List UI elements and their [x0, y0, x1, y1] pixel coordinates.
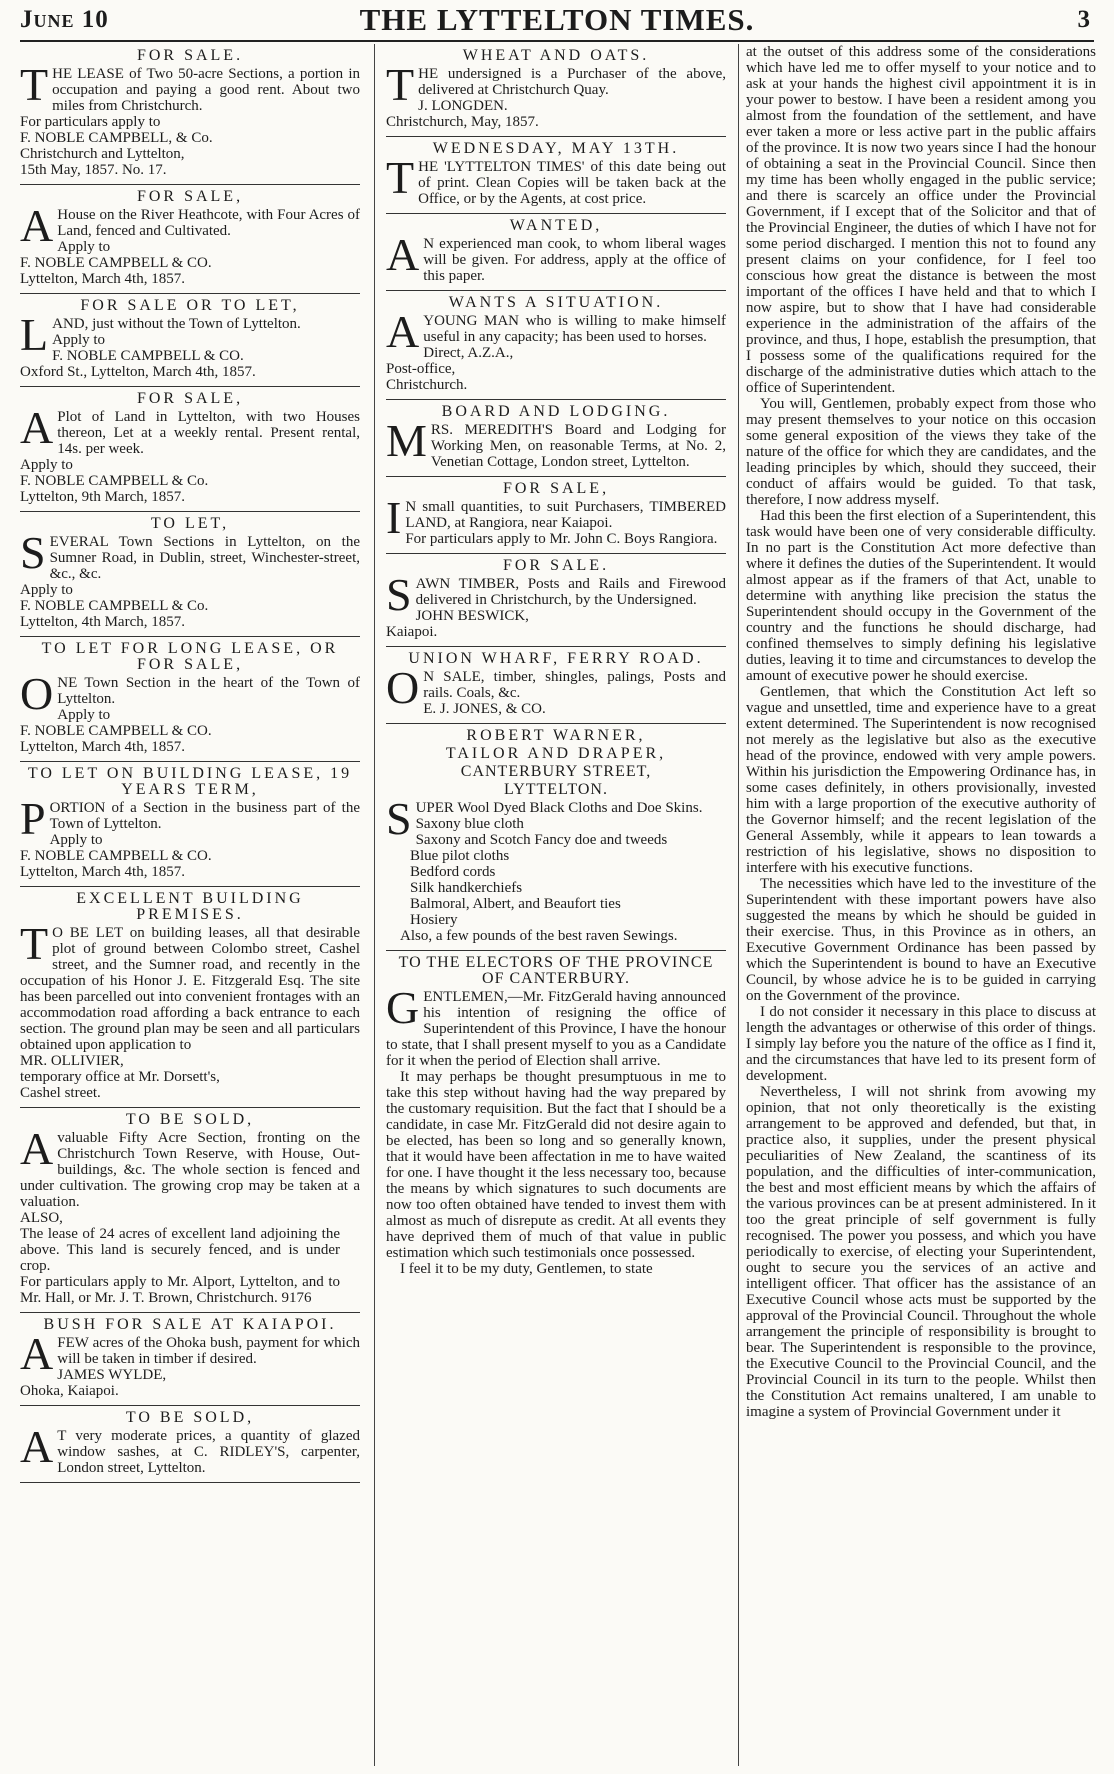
ad-body: N SALE, timber, shingles, palings, Posts and rails. Coals, &c. [423, 669, 726, 701]
list-item: Saxony and Scotch Fancy doe and tweeds [415, 832, 668, 848]
ad-line: Apply to [52, 332, 106, 348]
ad-line: JAMES WYLDE, [57, 1367, 167, 1383]
ad-heading: TO LET FOR LONG LEASE, OR FOR SALE, [41, 640, 339, 673]
article-paragraph: I do not consider it necessary in this place to discuss at length the advantages or otherwise of this order of things. I simply lay before you the nature of the office as I find it, and the circumstances that have led to its present form of development. [746, 1004, 1096, 1084]
ad-body: N small quantities, to suit Purchasers, TIMBERED LAND, at Rangiora, near Kaiapoi. [405, 499, 726, 531]
ad-line: Apply to [20, 582, 73, 598]
drop-cap: M [386, 415, 427, 466]
column-3 [746, 44, 1096, 1766]
ad-line: Kaiapoi. [386, 624, 438, 640]
list-item: Hosiery [410, 912, 458, 928]
ad-line: Direct, A.Z.A., [423, 345, 514, 361]
drop-cap: I [386, 492, 402, 543]
advertisement [386, 291, 726, 400]
advertisement [20, 1406, 360, 1483]
drop-cap: T [20, 918, 49, 969]
ad-heading: WHEAT AND OATS. [462, 47, 650, 64]
advertisement [20, 44, 360, 185]
drop-cap: S [20, 527, 46, 578]
ad-line: temporary office at Mr. Dorsett's, [20, 1069, 220, 1085]
electors-address [386, 951, 726, 1283]
list-item: Balmoral, Albert, and Beaufort ties [410, 896, 621, 912]
ad-body: YOUNG MAN who is willing to make himself useful in any capacity; has been used to horses. [423, 313, 726, 345]
ad-line: For particulars apply to Mr. John C. Boys Rangiora. [405, 531, 718, 547]
column-1 [20, 44, 360, 1766]
ad-line: For particulars apply to Mr. Alport, Lyttelton, and to Mr. Hall, or Mr. J. T. Brown, Christchurch. 9176 [20, 1274, 340, 1306]
ad-heading: TO BE SOLD, [125, 1409, 255, 1426]
ad-line: E. J. JONES, & CO. [423, 701, 546, 717]
ad-body: HE 'LYTTELTON TIMES' of this date being out of print. Clean Copies will be taken back at the Office, or by the Agents, at cost price. [418, 159, 726, 207]
advertisement [386, 647, 726, 724]
ad-body: RS. MEREDITH'S Board and Lodging for Working Men, on reasonable Terms, at No. 2, Venetian Cottage, London street, Lyttelton. [430, 422, 726, 470]
ad-body: FEW acres of the Ohoka bush, payment for which will be taken in timber if desired. [57, 1335, 360, 1367]
ad-body: AWN TIMBER, Posts and Rails and Firewood delivered in Christchurch, by the Undersigned. [415, 576, 726, 608]
ad-heading: FOR SALE, [502, 480, 610, 497]
ad-line: MR. OLLIVIER, [20, 1053, 124, 1069]
ad-heading: UNION WHARF, FERRY ROAD. [408, 650, 704, 667]
ad-line: Christchurch, May, 1857. [386, 114, 539, 130]
ad-paragraph [386, 229, 726, 284]
article-paragraph: Gentlemen, that which the Constitution Act left so vague and unsettled, time and experience have to a great extent determined. The Superintendent is now recognised not merely as the legislative but also as the executive head of the province, endowed with very ample powers. Within his jurisdiction the Empowering Ordinance has, in some cases definitely, in others provisionally, invested him with a large proportion of the executive authority of the Governor himself; and the recent legislation of the General Assembly, while it appears to lean towards a restriction of his legislative, shows no disposition to interfere with his executive functions. [746, 684, 1096, 876]
drop-cap: S [386, 569, 412, 620]
drop-cap: L [20, 309, 49, 360]
advertisement [386, 477, 726, 554]
drop-cap: A [20, 1328, 54, 1379]
item-list [386, 816, 726, 928]
advertisement [386, 400, 726, 477]
ad-heading: FOR SALE. [502, 557, 610, 574]
advertisement-robert-warner [386, 724, 726, 951]
drop-cap: T [386, 152, 415, 203]
ad-heading: TO LET ON BUILDING LEASE, 19 YEARS TERM, [27, 765, 353, 798]
drop-cap: G [386, 982, 420, 1033]
ad-line: Oxford St., Lyttelton, March 4th, 1857. [20, 364, 256, 380]
ad-paragraph [386, 152, 726, 207]
advertisement [20, 185, 360, 294]
ad-body: EVERAL Town Sections in Lyttelton, on the Sumner Road, in Dublin, street, Winchester-street, &c., &c. [49, 534, 360, 582]
advertisement [386, 214, 726, 291]
ad-line: Post-office, [386, 361, 456, 377]
ad-paragraph [20, 918, 360, 1053]
ad-body: House on the River Heathcote, with Four Acres of Land, fenced and Cultivated. [57, 207, 360, 239]
list-item: Saxony blue cloth [415, 816, 524, 832]
ad-body: NE Town Section in the heart of the Town of Lyttelton. [57, 675, 360, 707]
drop-cap: A [20, 1123, 54, 1174]
ad-line: F. NOBLE CAMPBELL & Co. [20, 598, 209, 614]
drop-cap: A [386, 229, 420, 280]
ad-line: Apply to [57, 707, 111, 723]
drop-cap: A [20, 402, 54, 453]
list-item: Silk handkerchiefs [410, 880, 523, 896]
column-rule [374, 44, 375, 1766]
ad-heading: FOR SALE, [136, 390, 244, 407]
ad-heading: ROBERT WARNER, [466, 727, 646, 744]
drop-cap: A [386, 306, 420, 357]
ad-line: Apply to [49, 832, 103, 848]
advertisement [20, 387, 360, 512]
ad-line: Lyttelton, March 4th, 1857. [20, 864, 185, 880]
ad-line: Apply to [20, 457, 73, 473]
ad-line: J. LONGDEN. [418, 98, 508, 114]
ad-body: AND, just without the Town of Lyttelton. [52, 316, 301, 332]
article-paragraph: at the outset of this address some of the considerations which have led me to offer myself to your notice and to ask at your hands the highest civil appointment it is in your power to bestow. I have been a resident among you almost from the foundation of the settlement, and have ever taken a more or less active part in the public affairs of the province. It is now two years since I had the honour of obtaining a seat in the Provincial Council. Since then my time has been wholly engaged in the public service; and there is scarcely an office under the Provincial Government, if I except that of the Solicitor and that of the Provincial Engineer, the duties of which I have not for some period discharged. I mention this not to found any present claims on your confidence, for I feel too conscious how great the distance is between the most important of the offices I have held and that to which I now aspire, but to show that I have had considerable experience in the administration of the affairs of the province, and thus, I hope, establish the presumption, that I possess some of the qualifications required for the discharge of the administrative duties which attach to the office of Superintendent. [746, 44, 1096, 396]
article-text: It may perhaps be thought presumptuous in me to take this step without having had the way prepared by the customary requisition. But the fact that I should be a candidate, in case Mr. FitzGerald did not desire again to be elected, has been so long and so generally known, that it would have been affectation in me to have waited for one. I have thought it the less necessary too, because the means by which signatures to such documents are now too often obtained have tended to invest them with almost as much of disrepute as credit. At all events they have deprived them of much of that value in public estimation which such testimonials once possessed. [386, 1069, 726, 1261]
ad-body: valuable Fifty Acre Section, fronting on the Christchurch Town Reserve, with House, Out-buildings, &c. The whole section is fenced and under cultivation. The growing crop may be taken at a valuation. [20, 1130, 360, 1210]
ad-heading: FOR SALE. [136, 47, 244, 64]
ad-line: F. NOBLE CAMPBELL & CO. [52, 348, 244, 364]
list-item: Blue pilot cloths [410, 848, 510, 864]
advertisement [20, 1108, 360, 1313]
ad-heading: FOR SALE OR TO LET, [80, 297, 300, 314]
ad-body: UPER Wool Dyed Black Cloths and Doe Skins. [415, 800, 703, 816]
ad-line: F. NOBLE CAMPBELL & Co. [20, 473, 209, 489]
ad-paragraph [20, 1123, 360, 1210]
drop-cap: T [20, 59, 49, 110]
ad-line: F. NOBLE CAMPBELL & CO. [20, 848, 212, 864]
article-paragraph [386, 1261, 726, 1277]
advertisement [386, 554, 726, 647]
issue-date: June 10 [20, 6, 109, 33]
ad-paragraph [20, 527, 360, 582]
ad-line: F. NOBLE CAMPBELL, & Co. [20, 130, 213, 146]
newspaper-title: THE LYTTELTON TIMES. [359, 2, 755, 37]
ad-line: For particulars apply to [20, 114, 161, 130]
ad-line: Lyttelton, 9th March, 1857. [20, 489, 185, 505]
ad-line: Ohoka, Kaiapoi. [20, 1383, 119, 1399]
ad-heading: TO LET, [150, 515, 230, 532]
drop-cap: T [386, 59, 415, 110]
ad-heading: LYTTELTON. [504, 781, 608, 798]
advertisement [20, 512, 360, 637]
ad-line: Christchurch. [386, 377, 468, 393]
ad-heading: WEDNESDAY, MAY 13TH. [432, 140, 680, 157]
ad-heading: WANTED, [509, 217, 603, 234]
ad-line: Apply to [57, 239, 111, 255]
drop-cap: P [20, 793, 46, 844]
ad-line: Christchurch and Lyttelton, [20, 146, 185, 162]
article-paragraph: The necessities which have led to the investiture of the Superintendent with these important powers have also suggested the means by which he should be guided in their exercise. Thus, in this Province as in others, an Executive Government Ordinance has been passed by which the Superintendent is bound to have an Executive Council, by whose advice he is to be guided in carrying on the Government of the province. [746, 876, 1096, 1004]
advertisement [20, 1313, 360, 1406]
drop-cap: S [386, 793, 412, 844]
ad-line: Lyttelton, March 4th, 1857. [20, 271, 185, 287]
article-paragraph: Had this been the first election of a Superintendent, this task would have been one of very considerable difficulty. In no part is the Constitution Act more defective than where it defines the duties of the Superintendent. It would almost appear as if the framers of that Act, unable to determine with anything like precision the status the Superintendent should occupy in the Government of the country and the functions he should discharge, had confined themselves to simply defining his legislative duties, leaving it to time and circumstances to develop the amount of executive power he should exercise. [746, 508, 1096, 684]
ad-heading: FOR SALE, [136, 188, 244, 205]
ad-heading: WANTS A SITUATION. [448, 294, 664, 311]
ad-line: Lyttelton, 4th March, 1857. [20, 614, 185, 630]
ad-heading: TO THE ELECTORS OF THE PROVINCE OF CANTERBURY. [398, 954, 714, 987]
ad-heading: BUSH FOR SALE AT KAIAPOI. [43, 1316, 337, 1333]
ad-heading: EXCELLENT BUILDING PREMISES. [76, 890, 304, 923]
article-text: I feel it to be my duty, Gentlemen, to state [400, 1261, 653, 1277]
drop-cap: A [20, 200, 54, 251]
article-paragraph: Nevertheless, I will not shrink from avowing my opinion, that not only theoretically is the existing arrangement to be approved and defended, but that, in practice also, it supplies, under the present physical peculiarities of New Zealand, the scantiness of its population, and the difficulties of inter-communication, the best and most efficient means by which the affairs of the various provinces can be at present administered. In it too the great principle of self government is fully recognised. The power you possess, and which you have periodically to exercise, of electing your Superintendent, ought to secure you the services of an active and intelligent officer. That officer has the assistance of an Executive Council whose acts must be supported by the approval of the Provincial Council. Throughout the whole arrangement the principle of responsibility is brought to bear. The Superintendent is responsible to the province, the Executive Council to the Provincial Council, and the Provincial Council in its turn to the people. Whilst then the Constitution Act remains unaltered, I am unable to imagine a system of Provincial Government under it [746, 1084, 1096, 1420]
ad-body: O BE LET on building leases, all that desirable plot of ground between Colombo street, Cashel street, and the Sumner road, and recently in the occupation of his Honor J. E. Fitzgerald Esq. The site has been parcelled out into convenient frontages with an accommodation road affording a back entrance to each section. The ground plan may be seen and all particulars obtained upon application to [20, 925, 360, 1053]
ad-body: Also, a few pounds of the best raven Sewings. [400, 928, 678, 944]
advertisement [20, 294, 360, 387]
ad-line: Lyttelton, March 4th, 1857. [20, 739, 185, 755]
ad-line: Cashel street. [20, 1085, 101, 1101]
drop-cap: O [20, 668, 54, 719]
advertisement [386, 44, 726, 137]
ad-line: F. NOBLE CAMPBELL & CO. [20, 723, 212, 739]
ad-body: HE LEASE of Two 50-acre Sections, a portion in occupation and paying a good rent. About two miles from Christchurch. [52, 66, 360, 114]
article-paragraph: You will, Gentlemen, probably expect from those who may present themselves to your notice on this occasion some general exposition of the views they take of the nature of the office for which they are candidates, and the leading principles by which, should they succeed, their conduct of affairs would be guided. To that task, therefore, I now address myself. [746, 396, 1096, 508]
drop-cap: A [20, 1421, 54, 1472]
drop-cap: O [386, 662, 420, 713]
ad-heading: TO BE SOLD, [125, 1111, 255, 1128]
ad-body: T very moderate prices, a quantity of glazed window sashes, at C. RIDLEY'S, carpenter, London street, Lyttelton. [57, 1428, 360, 1476]
ad-line: 15th May, 1857. No. 17. [20, 162, 167, 178]
masthead [20, 0, 1094, 42]
page-number: 3 [1077, 6, 1090, 33]
ad-paragraph [20, 59, 360, 114]
article-paragraph [386, 1069, 726, 1261]
list-item: Bedford cords [410, 864, 496, 880]
ad-paragraph [20, 402, 360, 457]
advertisement [20, 887, 360, 1108]
column-2 [386, 44, 726, 1766]
ad-body: N experienced man cook, to whom liberal wages will be given. For address, apply at the office of this paper. [423, 236, 726, 284]
ad-line: F. NOBLE CAMPBELL & CO. [20, 255, 212, 271]
ad-heading: CANTERBURY STREET, [460, 763, 652, 780]
advertisement [20, 637, 360, 762]
ad-paragraph [386, 415, 726, 470]
ad-line: JOHN BESWICK, [415, 608, 529, 624]
advertisement [20, 762, 360, 887]
ad-line: ALSO, [20, 1210, 63, 1226]
article-text: ENTLEMEN,—Mr. FitzGerald having announced his intention of resigning the office of Superintendent of this Province, I have the honour to state, that I shall present myself to you as a Candidate for it when the period of Election shall arrive. [386, 989, 726, 1069]
advertisement [386, 137, 726, 214]
article-paragraph [386, 982, 726, 1069]
ad-body: Plot of Land in Lyttelton, with two Houses thereon, Let at a weekly rental. Present rental, 14s. per week. [57, 409, 360, 457]
ad-paragraph [20, 1421, 360, 1476]
ad-body: HE undersigned is a Purchaser of the above, delivered at Christchurch Quay. [418, 66, 726, 98]
ad-body: ORTION of a Section in the business part of the Town of Lyttelton. [49, 800, 360, 832]
ad-heading: BOARD AND LODGING. [441, 403, 671, 420]
ad-heading: TAILOR AND DRAPER, [445, 745, 667, 762]
column-rule [738, 44, 739, 1766]
ad-line: The lease of 24 acres of excellent land adjoining the above. This land is securely fenced, and is under crop. [20, 1226, 340, 1274]
